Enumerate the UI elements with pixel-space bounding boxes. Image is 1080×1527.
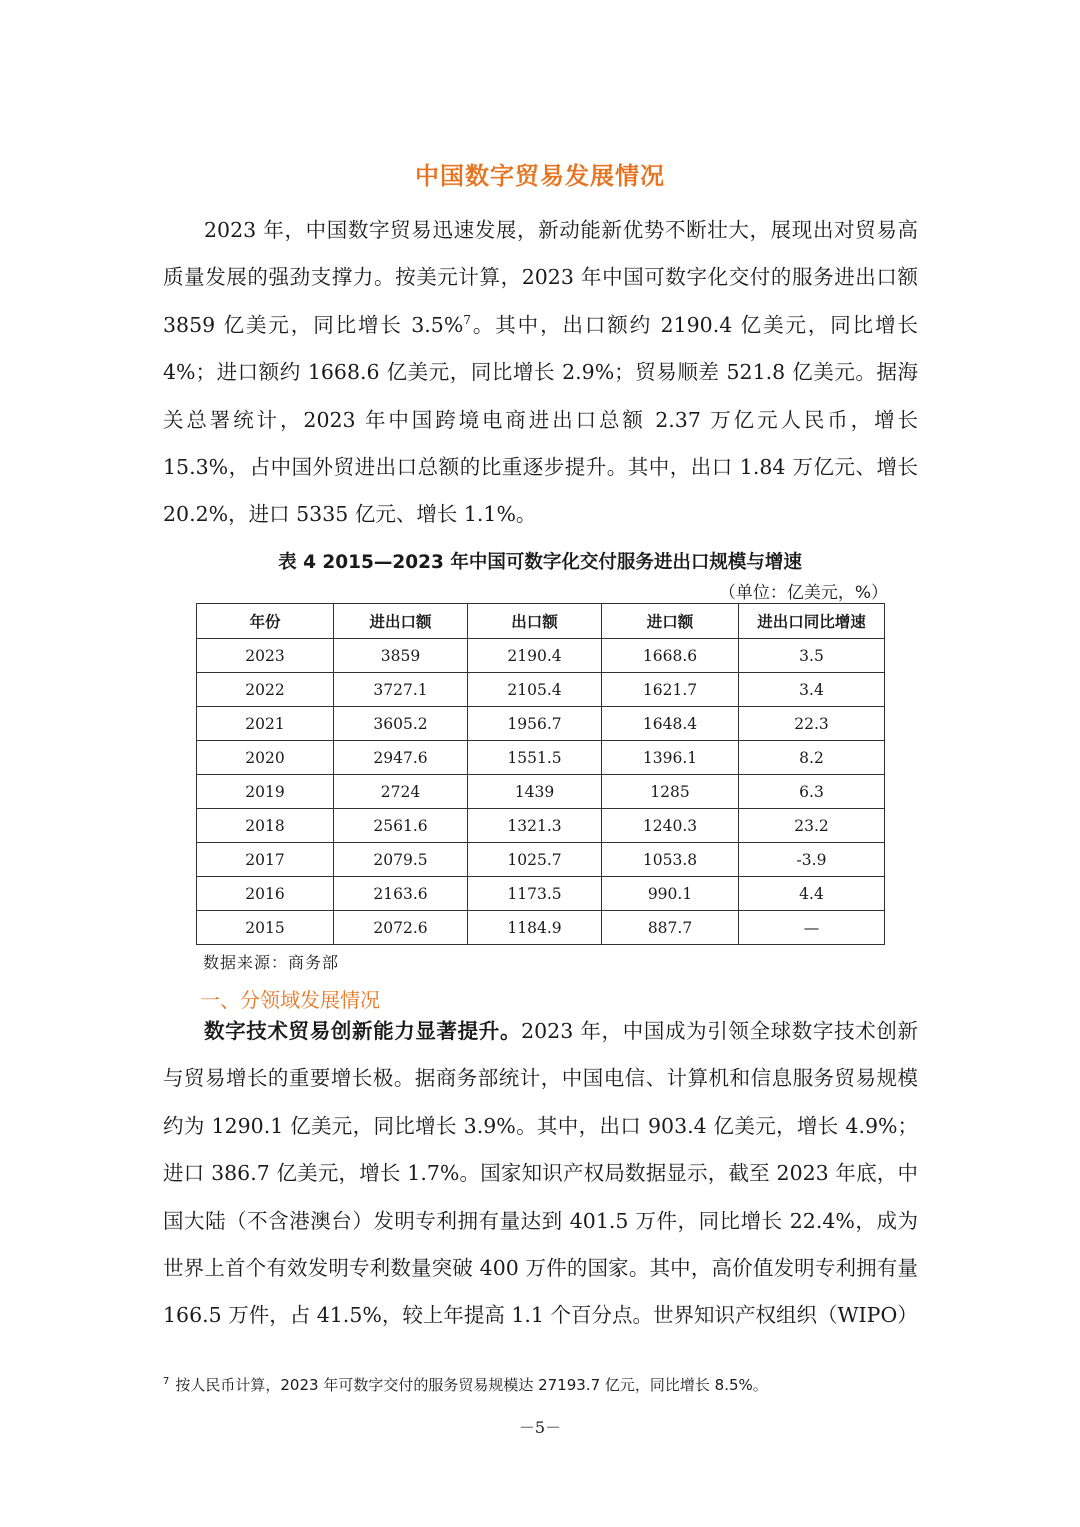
- cell-growth: 3.5: [739, 639, 885, 673]
- footnote-marker: 7: [163, 1376, 170, 1387]
- table-row: [197, 673, 885, 707]
- cell-export: 2190.4: [468, 639, 602, 673]
- cell-export: 1439: [468, 775, 602, 809]
- table-row: [197, 809, 885, 843]
- table-row: [197, 741, 885, 775]
- section-paragraph: [163, 1008, 918, 1340]
- cell-import: 1621.7: [602, 673, 739, 707]
- cell-total: 3605.2: [334, 707, 468, 741]
- header-growth: 进出口同比增速: [739, 604, 885, 639]
- cell-total: 2724: [334, 775, 468, 809]
- table-row: [197, 911, 885, 945]
- cell-total: 3859: [334, 639, 468, 673]
- cell-export: 1321.3: [468, 809, 602, 843]
- cell-growth: -3.9: [739, 843, 885, 877]
- cell-import: 887.7: [602, 911, 739, 945]
- cell-growth: 23.2: [739, 809, 885, 843]
- cell-import: 1668.6: [602, 639, 739, 673]
- header-export: 出口额: [468, 604, 602, 639]
- cell-export: 1184.9: [468, 911, 602, 945]
- section-body-text: 2023 年，中国成为引领全球数字技术创新与贸易增长的重要增长极。据商务部统计，中国电信、计算机和信息服务贸易规模约为 1290.1 亿美元，同比增长 3.9%。其中，出口 903.4 亿美元，增长 4.9%；进口 386.7 亿美元，增长 1.7%。国家知识产权局数据显示，截至 2023 年底，中国大陆（不含港澳台）发明专利拥有量达到 401.5 万件，同比增长 22.4%，成为世界上首个有效发明专利数量突破 400 万件的国家。其中，高价值发明专利拥有量 166.5 万件，占 41.5%，较上年提高 1.1 个百分点。世界知识产权组织（WIPO）: [163, 1019, 919, 1328]
- table-row: [197, 843, 885, 877]
- cell-export: 1956.7: [468, 707, 602, 741]
- page-number: －5－: [518, 1418, 562, 1437]
- cell-growth: 3.4: [739, 673, 885, 707]
- cell-growth: 22.3: [739, 707, 885, 741]
- cell-import: 1240.3: [602, 809, 739, 843]
- cell-year: 2023: [197, 639, 334, 673]
- page-title: 中国数字贸易发展情况: [415, 162, 665, 190]
- cell-year: 2017: [197, 843, 334, 877]
- footnote: [163, 1374, 768, 1395]
- cell-export: 1551.5: [468, 741, 602, 775]
- cell-total: 2163.6: [334, 877, 468, 911]
- footnote-reference: 7: [463, 312, 471, 327]
- cell-year: 2022: [197, 673, 334, 707]
- cell-year: 2015: [197, 911, 334, 945]
- cell-import: 1285: [602, 775, 739, 809]
- cell-import: 1396.1: [602, 741, 739, 775]
- cell-total: 2079.5: [334, 843, 468, 877]
- cell-year: 2021: [197, 707, 334, 741]
- cell-import: 1648.4: [602, 707, 739, 741]
- header-year: 年份: [197, 604, 334, 639]
- table-row: [197, 639, 885, 673]
- intro-text-part-1: 2023 年，中国数字贸易迅速发展，新动能新优势不断壮大，展现出对贸易高质量发展的强劲支撑力。按美元计算，2023 年中国可数字化交付的服务进出口额 3859 亿美元，同比增长 3.5%: [163, 218, 918, 337]
- cell-export: 1025.7: [468, 843, 602, 877]
- cell-import: 990.1: [602, 877, 739, 911]
- cell-growth: 8.2: [739, 741, 885, 775]
- table-unit-note: （单位：亿美元，%）: [718, 583, 888, 603]
- table-row: [197, 707, 885, 741]
- cell-export: 2105.4: [468, 673, 602, 707]
- intro-paragraph: [163, 207, 918, 539]
- table-row: [197, 775, 885, 809]
- header-total: 进出口额: [334, 604, 468, 639]
- cell-import: 1053.8: [602, 843, 739, 877]
- section-lead-sentence: 数字技术贸易创新能力显著提升。: [204, 1019, 522, 1043]
- cell-total: 2072.6: [334, 911, 468, 945]
- cell-growth: 6.3: [739, 775, 885, 809]
- cell-export: 1173.5: [468, 877, 602, 911]
- cell-year: 2018: [197, 809, 334, 843]
- table-header-row: [197, 604, 885, 639]
- table-row: [197, 877, 885, 911]
- trade-data-table: [196, 603, 885, 945]
- cell-total: 2947.6: [334, 741, 468, 775]
- footnote-text: 按人民币计算，2023 年可数字交付的服务贸易规模达 27193.7 亿元，同比增长 8.5%。: [175, 1376, 768, 1394]
- cell-total: 2561.6: [334, 809, 468, 843]
- cell-year: 2016: [197, 877, 334, 911]
- cell-growth: —: [739, 911, 885, 945]
- table-source-note: 数据来源：商务部: [203, 953, 340, 972]
- cell-growth: 4.4: [739, 877, 885, 911]
- cell-total: 3727.1: [334, 673, 468, 707]
- header-import: 进口额: [602, 604, 739, 639]
- table-caption: 表 4 2015—2023 年中国可数字化交付服务进出口规模与增速: [278, 552, 802, 573]
- intro-text-part-2: 。其中，出口额约 2190.4 亿美元，同比增长 4%；进口额约 1668.6 亿美元，同比增长 2.9%；贸易顺差 521.8 亿美元。据海关总署统计，2023 年中国跨境电商进出口总额 2.37 万亿元人民币，增长 15.3%，占中国外贸进出口总额的比重逐步提升。其中，出口 1.84 万亿元、增长 20.2%，进口 5335 亿元、增长 1.1%。: [163, 312, 918, 527]
- cell-year: 2020: [197, 741, 334, 775]
- cell-year: 2019: [197, 775, 334, 809]
- section-heading: 一、分领域发展情况: [200, 988, 380, 1012]
